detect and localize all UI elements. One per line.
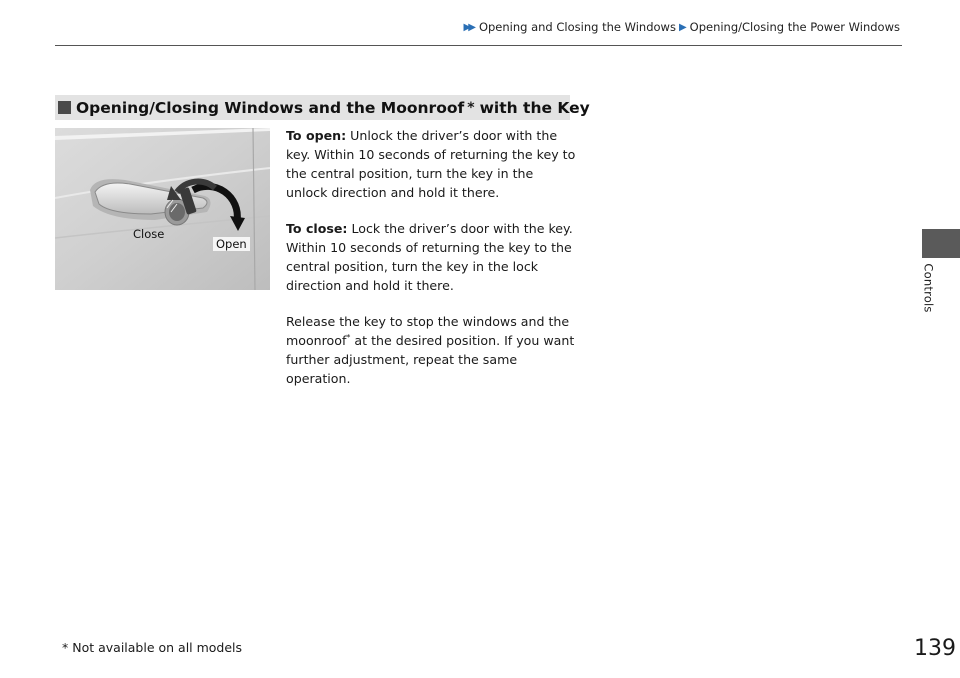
side-tab-label: Controls xyxy=(922,263,937,313)
footnote: * Not available on all models xyxy=(62,640,243,655)
paragraph-to-open xyxy=(286,126,576,202)
breadcrumb-item-windows[interactable]: Opening and Closing the Windows xyxy=(478,20,676,34)
section-title: Opening/Closing Windows and the Moonroof xyxy=(76,98,465,117)
paragraph-release xyxy=(286,312,576,388)
breadcrumb xyxy=(464,20,900,34)
paragraph-to-close xyxy=(286,219,576,295)
section-title-suffix: with the Key xyxy=(479,98,590,117)
moonroof-asterisk: * xyxy=(346,332,351,342)
section-heading xyxy=(55,95,590,120)
lead-to-open: To open: xyxy=(286,128,347,143)
open-label: Open xyxy=(213,237,250,251)
side-tab-marker xyxy=(922,229,960,258)
close-label: Close xyxy=(133,227,165,241)
body-text xyxy=(286,126,576,405)
double-arrow-icon: ▶▶ xyxy=(463,21,473,33)
square-bullet-icon xyxy=(58,101,71,114)
header-rule xyxy=(55,45,902,46)
text-release-a: Release the key to stop the windows and the moonroof xyxy=(286,314,570,348)
door-handle-illustration xyxy=(55,128,270,290)
text-to-close: Lock the driver’s door with the key. Within 10 seconds of returning the key to the central position, turn the key in the lock direction and hold it there. xyxy=(286,221,573,293)
lead-to-close: To close: xyxy=(286,221,348,236)
arrow-icon: ▶ xyxy=(678,21,687,33)
text-release-b: at the desired position. If you want further adjustment, repeat the same operation. xyxy=(286,333,575,386)
breadcrumb-item-power-windows[interactable]: Opening/Closing the Power Windows xyxy=(689,20,900,34)
section-asterisk: * xyxy=(467,99,475,116)
page-number: 139 xyxy=(914,636,956,661)
text-to-open: Unlock the driver’s door with the key. Within 10 seconds of returning the key to the central position, turn the key in the unlock direction and hold it there. xyxy=(286,128,576,200)
